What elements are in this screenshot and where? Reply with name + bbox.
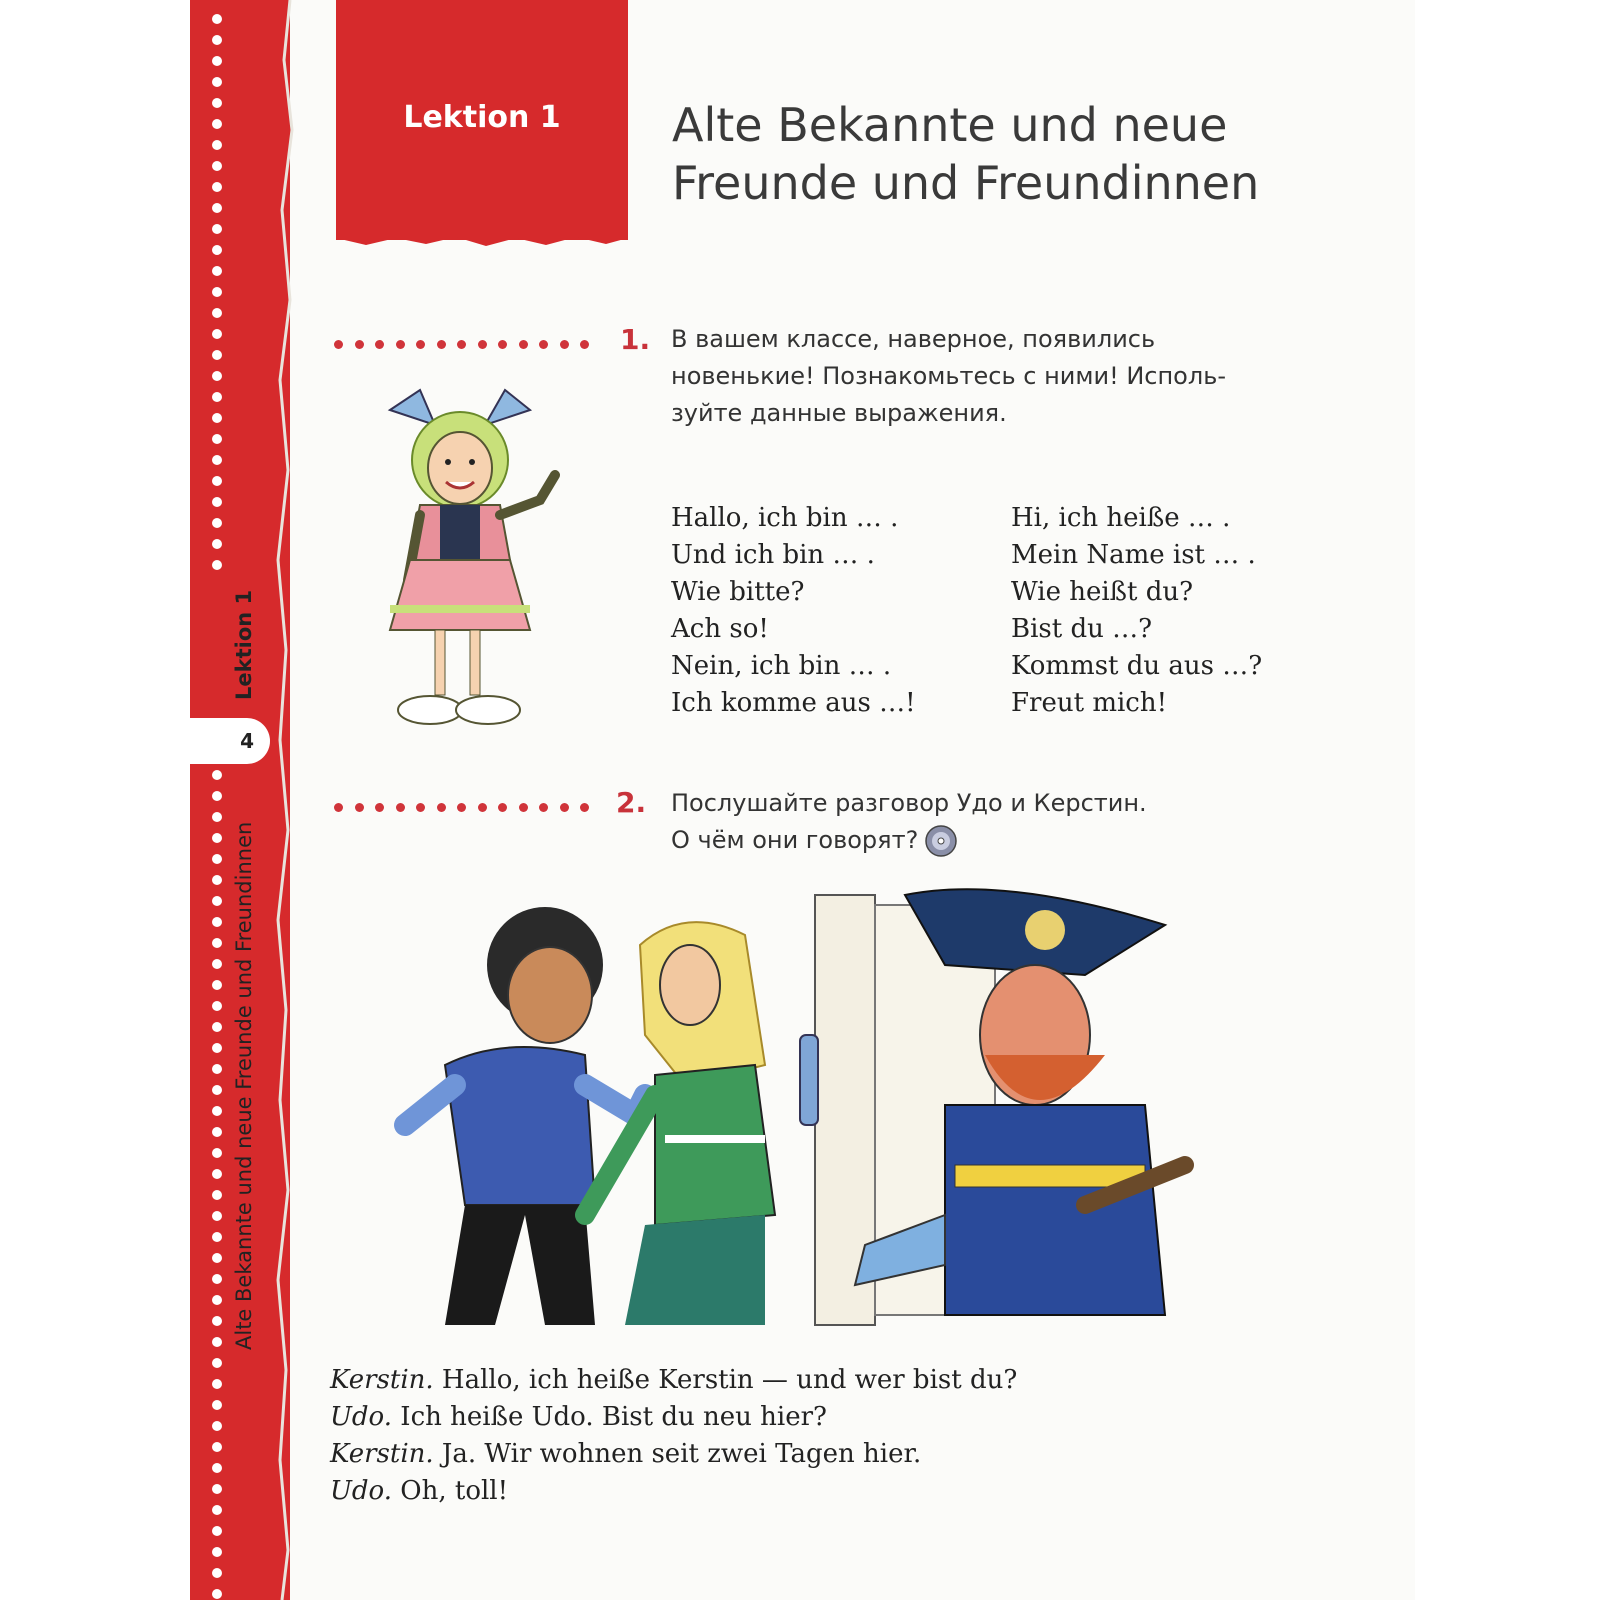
leader-dot xyxy=(580,340,589,349)
phrase: Wie bitte? xyxy=(671,577,805,607)
leader-dot xyxy=(416,340,425,349)
sidebar-dot xyxy=(212,1484,222,1494)
sidebar-dot xyxy=(212,140,222,150)
sidebar-dot xyxy=(212,56,222,66)
cd-icon[interactable] xyxy=(924,824,958,858)
leader-dot xyxy=(498,803,507,812)
leader-dot xyxy=(355,803,364,812)
phrase: Und ich bin … . xyxy=(671,540,875,570)
sidebar-dot xyxy=(212,455,222,465)
page-number xyxy=(190,718,270,764)
sidebar-dot xyxy=(212,203,222,213)
sidebar-dot xyxy=(212,917,222,927)
sidebar-dot xyxy=(212,98,222,108)
phrases-right-column xyxy=(1011,500,1262,722)
sidebar-dot xyxy=(212,1085,222,1095)
sidebar-dot xyxy=(212,1589,222,1599)
leader-dot xyxy=(355,340,364,349)
phrases-left-column xyxy=(671,500,916,722)
phrase: Hallo, ich bin … . xyxy=(671,503,899,533)
sidebar-dot xyxy=(212,1568,222,1578)
sidebar-dot xyxy=(212,1169,222,1179)
sidebar-dot xyxy=(212,1295,222,1305)
sidebar-dot xyxy=(212,182,222,192)
sidebar-dot xyxy=(212,1505,222,1515)
dialog-speaker: Kerstin. xyxy=(330,1365,434,1395)
sidebar-dot xyxy=(212,1064,222,1074)
dialog-text: Ich heiße Udo. Bist du neu hier? xyxy=(392,1402,827,1432)
sidebar-dot xyxy=(212,371,222,381)
leader-dot xyxy=(498,340,507,349)
sidebar-dot xyxy=(212,1337,222,1347)
task1-line: В вашем классе, наверное, появились xyxy=(671,325,1156,353)
phrase: Hi, ich heiße … . xyxy=(1011,503,1231,533)
sidebar-dots xyxy=(212,0,226,1600)
leader-dot xyxy=(478,803,487,812)
sidebar-dot xyxy=(212,1547,222,1557)
sidebar-dot xyxy=(212,1274,222,1284)
sidebar-dot xyxy=(212,518,222,528)
leader-dot xyxy=(334,803,343,812)
leader-dot xyxy=(375,803,384,812)
dialog-line xyxy=(330,1473,1017,1510)
sidebar-dot xyxy=(212,1106,222,1116)
phrase: Mein Name ist … . xyxy=(1011,540,1256,570)
page-title xyxy=(672,96,1259,212)
sidebar-dot xyxy=(212,1421,222,1431)
task1-dot-leader xyxy=(334,340,584,350)
dialog xyxy=(330,1362,1017,1510)
task1-instructions xyxy=(671,321,1226,432)
sidebar-dot xyxy=(212,119,222,129)
sidebar-dot xyxy=(212,1253,222,1263)
sidebar-dot xyxy=(212,224,222,234)
task1-number: 1. xyxy=(620,323,651,356)
task2-line2 xyxy=(671,822,1147,859)
dialog-speaker: Kerstin. xyxy=(330,1439,434,1469)
sidebar-dot xyxy=(212,1442,222,1452)
task2-dot-leader xyxy=(334,803,584,813)
sidebar-dot xyxy=(212,791,222,801)
sidebar-dot xyxy=(212,350,222,360)
sidebar-dot xyxy=(212,35,222,45)
leader-dot xyxy=(334,340,343,349)
sidebar-torn-edge xyxy=(270,0,310,1600)
lesson-badge xyxy=(336,0,628,240)
sidebar-dot xyxy=(212,980,222,990)
sidebar-dot xyxy=(212,1463,222,1473)
leader-dot xyxy=(396,803,405,812)
sidebar-dot xyxy=(212,1001,222,1011)
leader-dot xyxy=(457,803,466,812)
leader-dot xyxy=(519,803,528,812)
page-title-line2: Freunde und Freundinnen xyxy=(672,156,1260,210)
page-title-line1: Alte Bekannte und neue xyxy=(672,98,1228,152)
sidebar-dot xyxy=(212,1526,222,1536)
sidebar-dot xyxy=(212,308,222,318)
task2-instructions xyxy=(671,785,1147,859)
leader-dot xyxy=(437,803,446,812)
sidebar-dot xyxy=(212,14,222,24)
sidebar-dot xyxy=(212,1127,222,1137)
phrase: Wie heißt du? xyxy=(1011,577,1194,607)
sidebar-lesson-label: Lektion 1 xyxy=(232,589,256,700)
sidebar-dot xyxy=(212,539,222,549)
sidebar-dot xyxy=(212,1022,222,1032)
sidebar-dot xyxy=(212,770,222,780)
sidebar-dot xyxy=(212,413,222,423)
sidebar-dot xyxy=(212,1379,222,1389)
dialog-line xyxy=(330,1436,1017,1473)
task1-line: зуйте данные выражения. xyxy=(671,399,1007,427)
leader-dot xyxy=(560,803,569,812)
sidebar-dot xyxy=(212,938,222,948)
sidebar-dot xyxy=(212,392,222,402)
dialog-line xyxy=(330,1362,1017,1399)
sidebar-dot xyxy=(212,959,222,969)
leader-dot xyxy=(560,340,569,349)
phrase: Freut mich! xyxy=(1011,688,1168,718)
sidebar-dot xyxy=(212,1043,222,1053)
leader-dot xyxy=(396,340,405,349)
dialog-text: Hallo, ich heiße Kerstin — und wer bist du? xyxy=(433,1365,1018,1395)
sidebar-dot xyxy=(212,560,222,570)
lesson-badge-label: Lektion 1 xyxy=(403,99,561,135)
sidebar-dot xyxy=(212,812,222,822)
phrase: Ich komme aus …! xyxy=(671,688,916,718)
sidebar-dot xyxy=(212,833,222,843)
leader-dot xyxy=(539,803,548,812)
sidebar-dot xyxy=(212,854,222,864)
sidebar-dot xyxy=(212,434,222,444)
sidebar-dot xyxy=(212,875,222,885)
scene-illustration xyxy=(385,885,1245,1335)
phrase: Kommst du aus …? xyxy=(1011,651,1263,681)
page-number-text: 4 xyxy=(240,729,254,753)
leader-dot xyxy=(519,340,528,349)
leader-dot xyxy=(539,340,548,349)
lesson-badge-torn-edge xyxy=(336,232,628,250)
sidebar-dot xyxy=(212,476,222,486)
task2-number: 2. xyxy=(616,786,647,819)
sidebar-dot xyxy=(212,1190,222,1200)
phrase: Ach so! xyxy=(671,614,769,644)
sidebar-dot xyxy=(212,896,222,906)
dialog-text: Oh, toll! xyxy=(392,1476,509,1506)
leader-dot xyxy=(416,803,425,812)
girl-illustration xyxy=(380,380,580,750)
leader-dot xyxy=(478,340,487,349)
sidebar-dot xyxy=(212,266,222,276)
sidebar-dot xyxy=(212,1358,222,1368)
dialog-speaker: Udo. xyxy=(330,1402,393,1432)
sidebar-dot xyxy=(212,497,222,507)
sidebar-dot xyxy=(212,1211,222,1221)
task2-line2-text: О чём они говорят? xyxy=(671,826,919,854)
sidebar-dot xyxy=(212,1400,222,1410)
task1-line: новенькие! Познакомьтесь с ними! Исполь- xyxy=(671,362,1226,390)
dialog-line xyxy=(330,1399,1017,1436)
leader-dot xyxy=(457,340,466,349)
dialog-text: Ja. Wir wohnen seit zwei Tagen hier. xyxy=(433,1439,922,1469)
sidebar-dot xyxy=(212,287,222,297)
task2-line1: Послушайте разговор Удо и Керстин. xyxy=(671,789,1147,817)
sidebar-running-title: Alte Bekannte und neue Freunde und Freundinnen xyxy=(232,821,256,1350)
sidebar-dot xyxy=(212,1316,222,1326)
sidebar-dot xyxy=(212,329,222,339)
sidebar-dot xyxy=(212,77,222,87)
sidebar-dot xyxy=(212,1148,222,1158)
leader-dot xyxy=(437,340,446,349)
sidebar-dot xyxy=(212,161,222,171)
dialog-speaker: Udo. xyxy=(330,1476,393,1506)
leader-dot xyxy=(375,340,384,349)
sidebar-dot xyxy=(212,1232,222,1242)
phrase: Nein, ich bin … . xyxy=(671,651,892,681)
sidebar-dot xyxy=(212,245,222,255)
leader-dot xyxy=(580,803,589,812)
phrase: Bist du …? xyxy=(1011,614,1153,644)
